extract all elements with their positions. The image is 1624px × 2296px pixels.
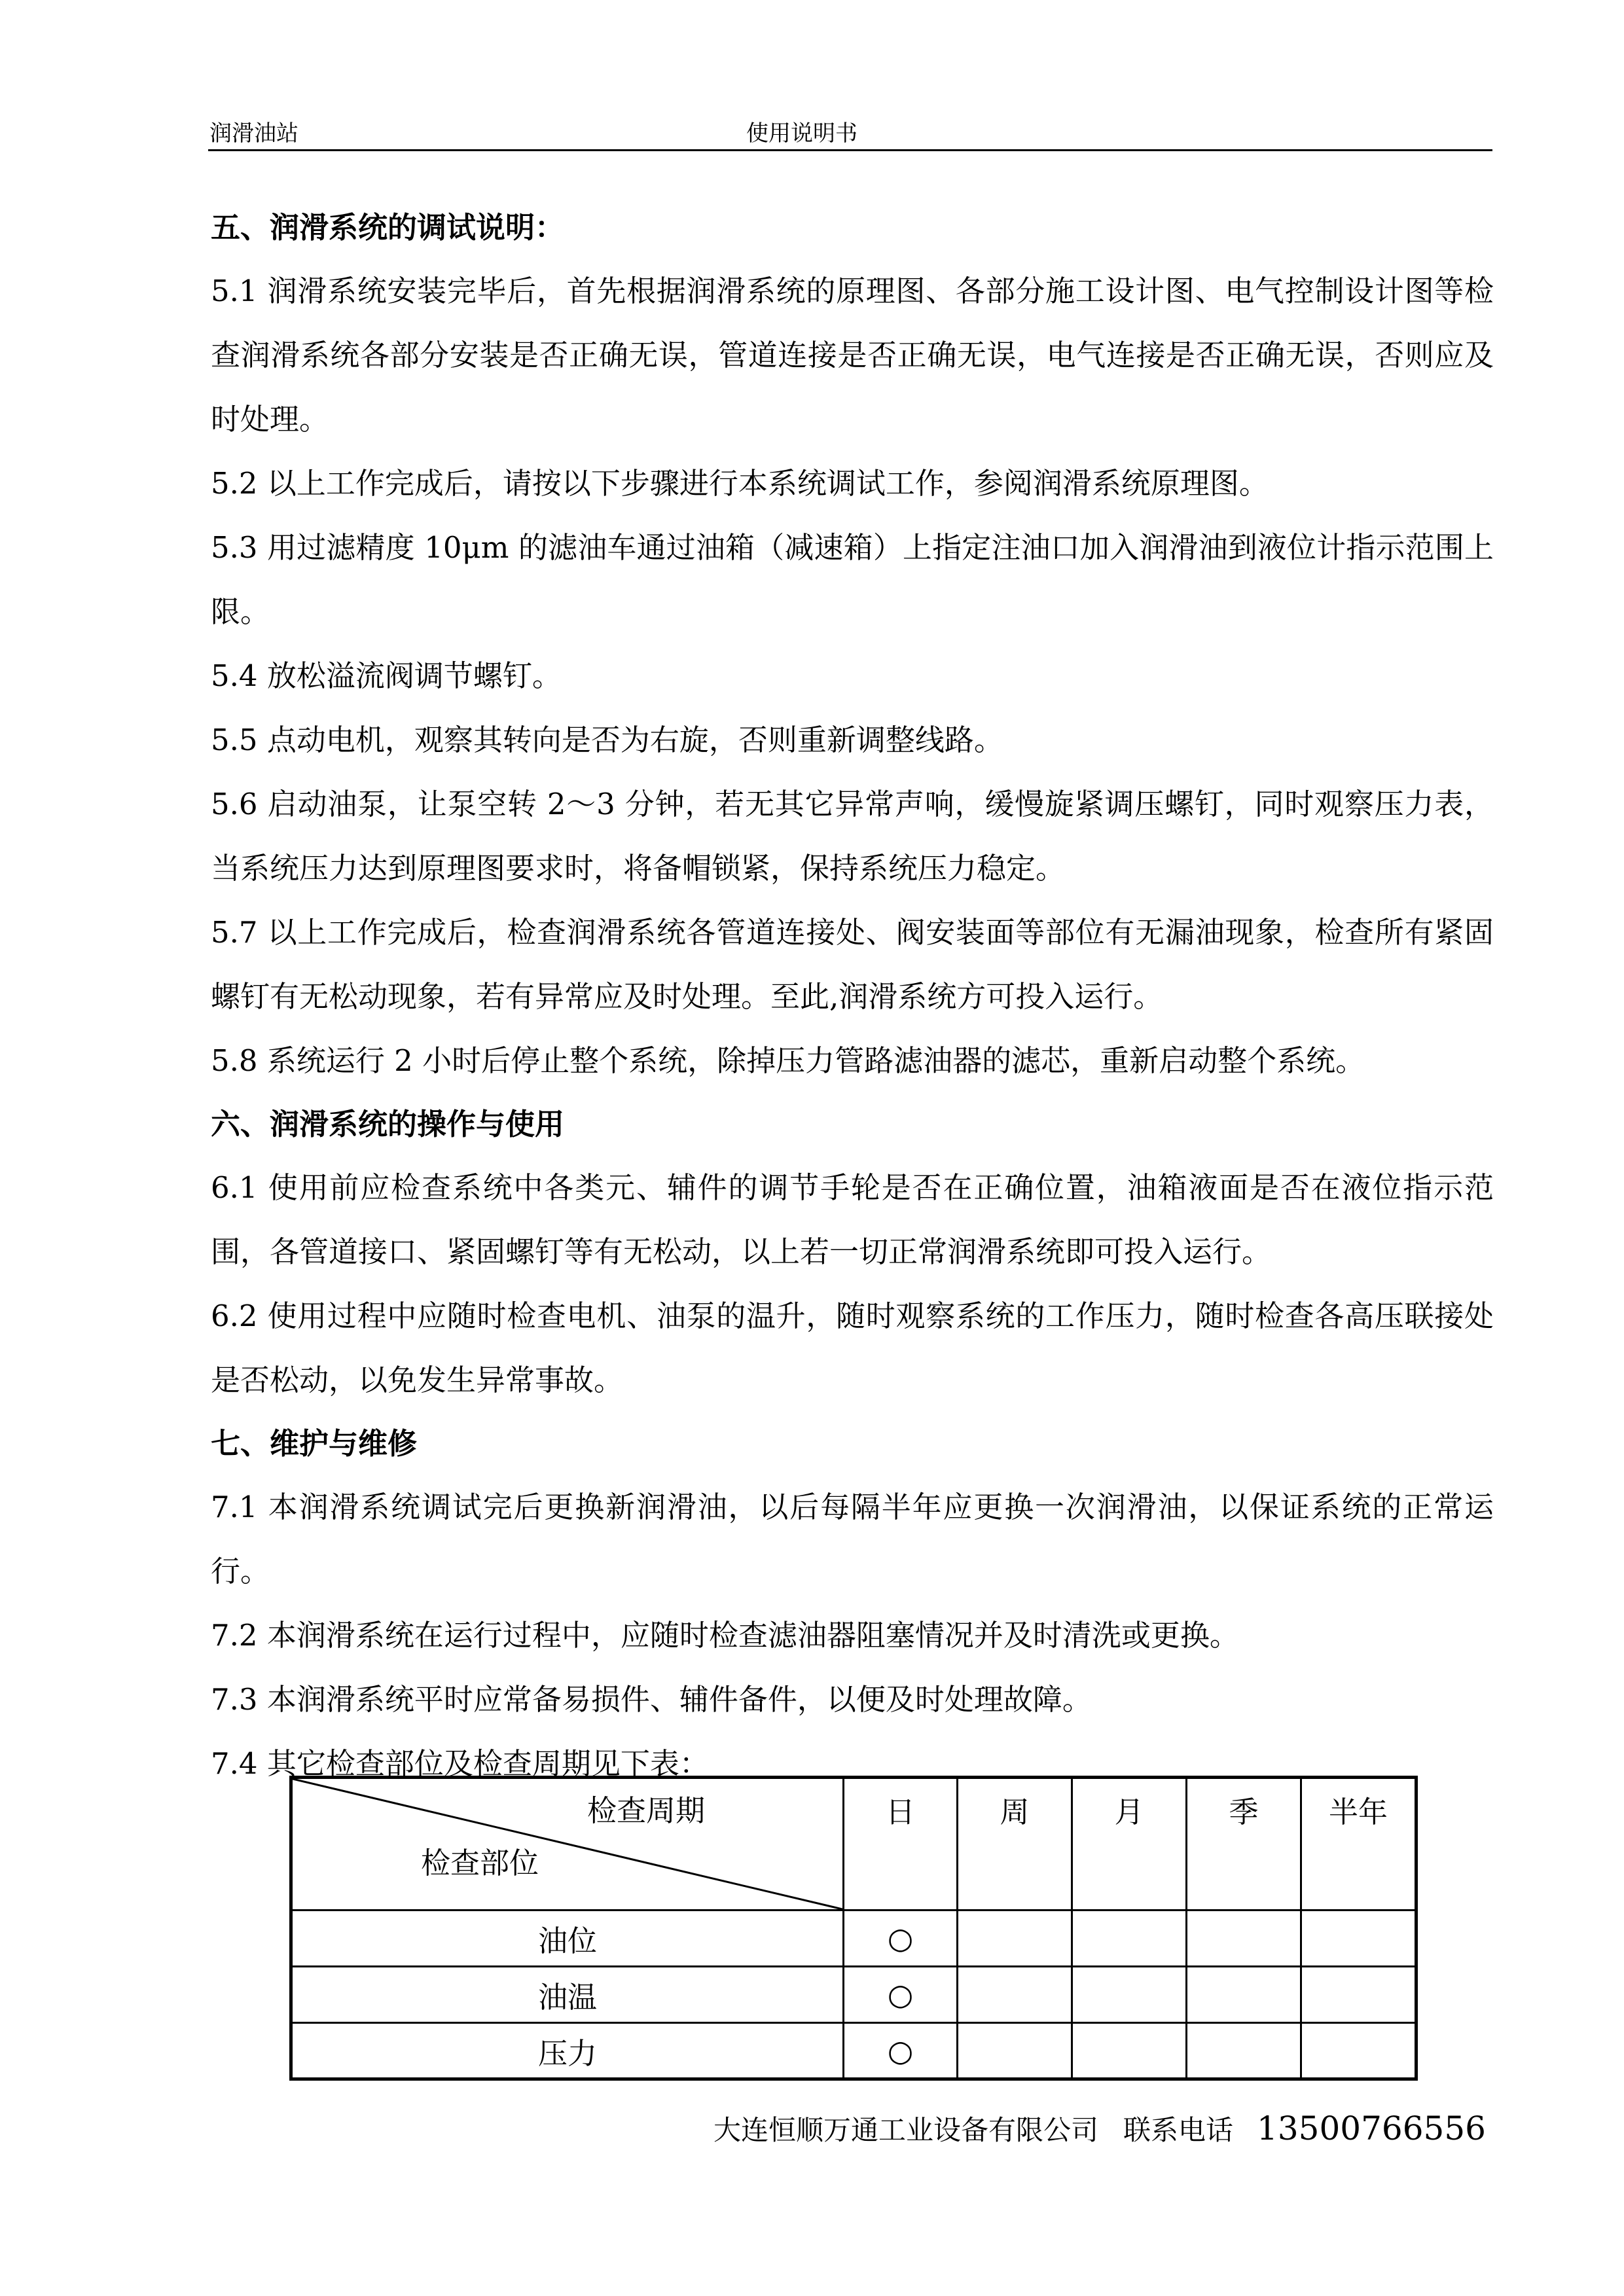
period-axis-label: 检查周期 — [587, 1793, 706, 1828]
phone-label: 联系电话 — [1123, 2114, 1234, 2146]
paragraph-7-3: 7.3 本润滑系统平时应常备易损件、辅件备件，以便及时处理故障。 — [211, 1682, 1092, 1717]
inspection-table-wrapper — [289, 1776, 1418, 2081]
section-5-title: 五、润滑系统的调试说明： — [211, 210, 565, 245]
paragraph-5-4: 5.4 放松溢流阀调节螺钉。 — [211, 658, 562, 693]
table-header-row — [291, 1778, 1416, 1910]
table-row — [291, 1910, 1416, 1967]
paragraph-5-2: 5.2 以上工作完成后，请按以下步骤进行本系统调试工作，参阅润滑系统原理图。 — [211, 466, 1269, 501]
mark-cell — [1072, 2023, 1187, 2079]
mark-cell — [958, 1967, 1072, 2023]
part-cell: 油位 — [291, 1910, 844, 1967]
footer-contact — [713, 2109, 1486, 2148]
part-cell: 油温 — [291, 1967, 844, 2023]
paragraph-7-2: 7.2 本润滑系统在运行过程中，应随时检查滤油器阻塞情况并及时清洗或更换。 — [211, 1618, 1239, 1653]
table-row — [291, 1967, 1416, 2023]
mark-cell — [1187, 2023, 1301, 2079]
mark-cell — [1187, 1910, 1301, 1967]
header-doc-name: 润滑油站 — [209, 120, 298, 147]
mark-cell — [1301, 1967, 1416, 2023]
paragraph-5-5: 5.5 点动电机，观察其转向是否为右旋，否则重新调整线路。 — [211, 723, 1003, 757]
period-header-day: 日 — [844, 1778, 958, 1910]
part-cell: 压力 — [291, 2023, 844, 2079]
table-row — [291, 2023, 1416, 2079]
paragraph-5-8: 5.8 系统运行 2 小时后停止整个系统，除掉压力管路滤油器的滤芯，重新启动整个系统。 — [211, 1043, 1365, 1078]
mark-cell — [1072, 1910, 1187, 1967]
mark-cell — [958, 1910, 1072, 1967]
diagonal-line — [293, 1779, 842, 1909]
section-6-title: 六、润滑系统的操作与使用 — [211, 1107, 565, 1141]
paragraph-5-1: 5.1 润滑系统安装完毕后，首先根据润滑系统的原理图、各部分施工设计图、电气控制设计图等检查润滑系统各部分安装是否正确无误，管道连接是否正确无误，电气连接是否正确无误，否则应及时处理。 — [211, 274, 1494, 437]
mark-cell — [1072, 1967, 1187, 2023]
header-doc-type: 使用说明书 — [746, 120, 857, 147]
mark-cell: ○ — [844, 1910, 958, 1967]
mark-cell: ○ — [844, 2023, 958, 2079]
mark-cell: ○ — [844, 1967, 958, 2023]
phone-number: 13500766556 — [1257, 2109, 1486, 2147]
inspection-schedule-table — [289, 1776, 1418, 2081]
period-header-month: 月 — [1072, 1778, 1187, 1910]
mark-cell — [958, 2023, 1072, 2079]
period-header-half-year: 半年 — [1301, 1778, 1416, 1910]
part-axis-label: 检查部位 — [421, 1846, 539, 1880]
paragraph-6-1: 6.1 使用前应检查系统中各类元、辅件的调节手轮是否在正确位置，油箱液面是否在液位指示范围，各管道接口、紧固螺钉等有无松动，以上若一切正常润滑系统即可投入运行。 — [211, 1170, 1494, 1269]
section-7-title: 七、维护与维修 — [211, 1426, 418, 1461]
period-header-week: 周 — [958, 1778, 1072, 1910]
paragraph-5-7: 5.7 以上工作完成后，检查润滑系统各管道连接处、阀安装面等部位有无漏油现象，检查所有紧固螺钉有无松动现象，若有异常应及时处理。至此,润滑系统方可投入运行。 — [211, 915, 1494, 1014]
header-divider — [208, 149, 1492, 151]
paragraph-5-3: 5.3 用过滤精度 10μm 的滤油车通过油箱（减速箱）上指定注油口加入润滑油到液位计指示范围上限。 — [211, 530, 1494, 629]
diagonal-header-cell — [291, 1778, 844, 1910]
paragraph-5-6: 5.6 启动油泵，让泵空转 2～3 分钟，若无其它异常声响，缓慢旋紧调压螺钉，同时观察压力表，当系统压力达到原理图要求时，将备帽锁紧，保持系统压力稳定。 — [211, 787, 1494, 886]
period-header-season: 季 — [1187, 1778, 1301, 1910]
mark-cell — [1187, 1967, 1301, 2023]
paragraph-7-4: 7.4 其它检查部位及检查周期见下表： — [211, 1746, 709, 1781]
mark-cell — [1301, 1910, 1416, 1967]
document-body — [211, 196, 1494, 1796]
paragraph-7-1: 7.1 本润滑系统调试完后更换新润滑油，以后每隔半年应更换一次润滑油，以保证系统的正常运行。 — [211, 1490, 1494, 1588]
paragraph-6-2: 6.2 使用过程中应随时检查电机、油泵的温升，随时观察系统的工作压力，随时检查各高压联接处是否松动，以免发生异常事故。 — [211, 1299, 1494, 1397]
mark-cell — [1301, 2023, 1416, 2079]
company-name: 大连恒顺万通工业设备有限公司 — [713, 2114, 1099, 2146]
